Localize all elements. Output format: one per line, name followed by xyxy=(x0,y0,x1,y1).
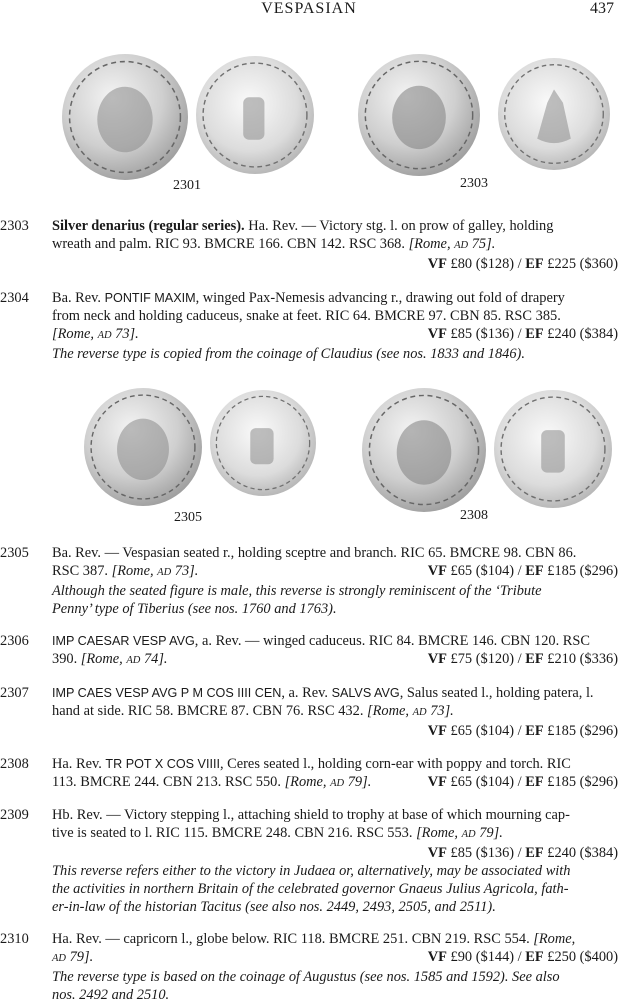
coin-image-2301-reverse xyxy=(196,56,314,174)
entry-note: the activities in northern Britain of the celebrated governor Gnaeus Julius Agricola, fath- xyxy=(52,881,569,897)
running-header xyxy=(0,0,618,22)
entry-number: 2308 xyxy=(0,756,29,772)
entry-body: Ha. Rev. TR POT X COS VIIII, Ceres seated l., holding corn-ear with poppy and torch. RIC 113. BMCRE 244. CBN 213. RSC 550. [Rome, AD 79]. VF £65 ($104) / EF £185 ($296) xyxy=(52,755,618,793)
valuation: VF £85 ($136) / EF £240 ($384) xyxy=(427,845,618,861)
description-text: wreath and palm. RIC 93. BMCRE 166. CBN 142. RSC 368. xyxy=(52,236,409,252)
coin-image-2303-reverse xyxy=(498,58,610,170)
entry-body: Ba. Rev. — Vespasian seated r., holding sceptre and branch. RIC 65. BMCRE 98. CBN 86. RSC 387. [Rome, AD 73]. VF £65 ($104) / EF £185 ($296) Although the seated figure is male, this reverse is strongly reminiscent of the ‘Tribute Penny’ type of Tiberius (see nos. 1760 and 1763). xyxy=(52,545,618,617)
entry-note: The reverse type is based on the coinage of Augustus (see nos. 1585 and 1592). See also xyxy=(52,969,560,985)
description-text: Ha. Rev. — Victory stg. l. on prow of galley, holding xyxy=(244,218,554,234)
entry-note: The reverse type is copied from the coinage of Claudius (see nos. 1833 and 1846). xyxy=(52,346,525,362)
valuation: VF £65 ($104) / EF £185 ($296) xyxy=(427,563,618,579)
entry-number: 2307 xyxy=(0,685,29,701)
valuation: VF £85 ($136) / EF £240 ($384) xyxy=(427,326,618,342)
entry-number: 2305 xyxy=(0,545,29,561)
denomination: Silver denarius (regular series). xyxy=(52,218,245,234)
entry-body: Ha. Rev. — capricorn l., globe below. RIC 118. BMCRE 251. CBN 219. RSC 554. [Rome, AD 79]. VF £90 ($144) / EF £250 ($400) The reverse type is based on the coinage of Augustus (see nos. 1585 and 1592). See also nos. 2492 and 2510. xyxy=(52,931,618,1003)
entry-body: Ba. Rev. PONTIF MAXIM, winged Pax-Nemesis advancing r., drawing out fold of drapery from neck and holding caduceus, snake at feet. RIC 64. BMCRE 97. CBN 85. RSC 385. [Rome, AD 73]. VF £85 ($136) / EF £240 ($384) The reverse type is copied from the coinage of Claudius (see nos. 1833 and 1846). xyxy=(52,290,618,362)
valuation: VF £75 ($120) / EF £210 ($336) xyxy=(427,651,618,667)
coin-legend: PONTIF MAXIM xyxy=(104,291,196,305)
coin-legend: TR POT X COS VIIII xyxy=(105,757,220,771)
page-title: VESPASIAN xyxy=(261,0,357,17)
coin-image-2305-reverse xyxy=(210,390,316,496)
figure-label: 2301 xyxy=(173,178,201,193)
entry-number: 2303 xyxy=(0,218,29,234)
coin-legend: IMP CAESAR VESP AVG xyxy=(52,634,195,648)
mint-date: [Rome, xyxy=(533,931,576,947)
entry-body: Hb. Rev. — Victory stepping l., attaching shield to trophy at base of which mourning cap- tive is seated to l. RIC 115. BMCRE 248. CBN 216. RSC 553. [Rome, AD 79]. VF £85 ($136) / EF £240 ($384) This reverse refers either to the victory in Judaea or, alternatively, may be associated with the activities in northern Britain of the celebrated governor Gnaeus Julius Agricola, fath- er-in-law of the historian Tacitus (see also nos. 2449, 2493, 2505, and 2511). xyxy=(52,807,618,915)
coin-image-2303-obverse xyxy=(358,54,480,176)
mint-date: [Rome, AD 79]. xyxy=(416,825,503,841)
entry-note: Penny’ type of Tiberius (see nos. 1760 and 1763). xyxy=(52,601,337,617)
coin-legend: SALVS AVG xyxy=(331,686,400,700)
mint-date: AD 79]. xyxy=(52,949,94,965)
entry-body: IMP CAES VESP AVG P M COS IIII CEN, a. Rev. SALVS AVG, Salus seated l., holding patera, l. hand at side. RIC 58. BMCRE 87. CBN 76. RSC 432. [Rome, AD 73]. VF £65 ($104) / EF £185 ($296) xyxy=(52,685,618,739)
entry-body xyxy=(52,217,618,273)
page-number: 437 xyxy=(590,0,614,17)
valuation: VF £65 ($104) / EF £185 ($296) xyxy=(427,774,618,790)
valuation: VF £90 ($144) / EF £250 ($400) xyxy=(427,949,618,965)
mint-date: [Rome, AD 79]. xyxy=(284,774,372,790)
entry-number: 2304 xyxy=(0,290,29,306)
mint-date: [Rome, AD 75]. xyxy=(408,236,496,252)
description-text: Ba. Rev. — Vespasian seated r., holding sceptre and branch. RIC 65. BMCRE 98. CBN 86. xyxy=(52,545,577,561)
description-text: from neck and holding caduceus, snake at feet. RIC 64. BMCRE 97. CBN 85. RSC 385. xyxy=(52,308,561,324)
coin-plate-2 xyxy=(0,380,618,530)
figure-label: 2308 xyxy=(460,508,488,523)
coin-plate-1 xyxy=(0,40,618,200)
valuation: VF £65 ($104) / EF £185 ($296) xyxy=(427,723,618,739)
entry-body: IMP CAESAR VESP AVG, a. Rev. — winged caduceus. RIC 84. BMCRE 146. CBN 120. RSC 390. [Rome, AD 74]. VF £75 ($120) / EF £210 ($336) xyxy=(52,632,618,670)
mint-date: [Rome, AD 74]. xyxy=(80,651,168,667)
valuation: VF £80 ($128) / EF £225 ($360) xyxy=(427,256,618,272)
mint-date: [Rome, AD 73]. xyxy=(367,703,454,719)
entry-note: Although the seated figure is male, this reverse is strongly reminiscent of the ‘Tribute xyxy=(52,583,542,599)
entry-number: 2310 xyxy=(0,931,29,947)
coin-image-2305-obverse xyxy=(84,388,202,506)
entry-note: This reverse refers either to the victory in Judaea or, alternatively, may be associated with xyxy=(52,863,571,879)
figure-label: 2303 xyxy=(460,176,488,191)
entry-note: er-in-law of the historian Tacitus (see also nos. 2449, 2493, 2505, and 2511). xyxy=(52,899,496,915)
mint-date: [Rome, AD 73]. xyxy=(52,326,139,342)
entry-number: 2309 xyxy=(0,807,29,823)
coin-image-2301-obverse xyxy=(62,54,188,180)
coin-legend: IMP CAES VESP AVG P M COS IIII CEN xyxy=(52,686,282,700)
description-text: Hb. Rev. — Victory stepping l., attaching shield to trophy at base of which mourning cap- xyxy=(52,807,570,823)
coin-image-2308-reverse xyxy=(494,390,612,508)
coin-image-2308-obverse xyxy=(362,388,486,512)
entry-note: nos. 2492 and 2510. xyxy=(52,987,170,1003)
figure-label: 2305 xyxy=(174,510,202,525)
entry-number: 2306 xyxy=(0,633,29,649)
mint-date: [Rome, AD 73]. xyxy=(111,563,199,579)
